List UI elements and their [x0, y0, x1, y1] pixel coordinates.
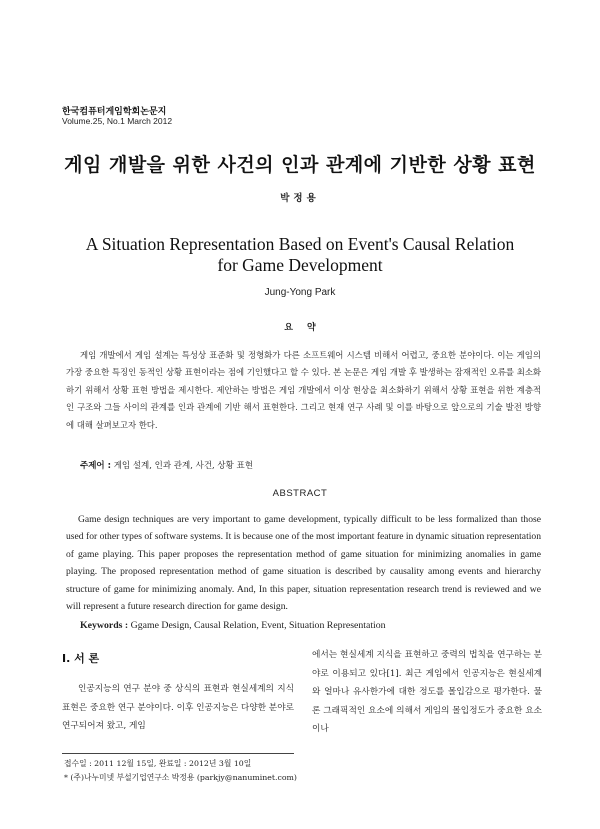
keywords-english	[80, 620, 386, 631]
author-korean: 박정용	[280, 193, 320, 204]
abstract-korean: 게임 개발에서 게임 설계는 특성상 표준화 및 정형화가 다른 소프트웨어 시스템 비해서 어렵고, 중요한 분야이다. 이는 게임의 가장 중요한 특징인 동적인 상황 표현이라는 점에 기인했다고 할 수 있다. 본 논문은 게임 개발 후 발생하는 잠재적인 오류를 최소화하기 위해서 상황 표현 방법을 제시한다. 제안하는 방법은 게임 개발에서 이상 현상을 최소화하기 위해서 상황 표현을 위한 계층적인 구조와 그들 사이의 관계를 인과 관계에 기반 해서 표현한다. 그리고 현재 연구 사례 및 이를 바탕으로 앞으로의 기술 발전 방향에 대해 살펴보고자 한다.	[66, 350, 541, 430]
footnote-dates: 접수일 : 2011 12월 15일, 완료일 : 2012년 3월 10일	[64, 759, 252, 768]
footnote-divider	[62, 753, 294, 754]
keywords-korean-label: 주제어 :	[80, 461, 111, 471]
keywords-english-text: Ggame Design, Causal Relation, Event, Situation Representation	[130, 620, 386, 631]
body-text-right-column: 에서는 현실세계 지식을 표현하고 중력의 법칙을 연구하는 분야로 이용되고 있다[1]. 최근 게임에서 인공지능은 현실세계와 얼마나 유사한가에 대한 정도를 몰입감으로 평가한다. 물론 그래픽적인 요소에 의해서 게임의 몰입정도가 중요한 요소이나	[312, 650, 542, 734]
footnote-author: * (주)나누미넷 부설기업연구소 박정용 (parkjy@nanuminet.com)	[64, 773, 297, 782]
title-en-line2: for Game Development	[217, 255, 383, 275]
keywords-korean	[80, 459, 253, 471]
abstract-english: Game design techniques are very important to game development, typically difficult to be less formalized than those used for other types of software systems. It is because one of the most important feature in dynamic situation representation of game playing. This paper proposes the representation method of game situation for minimizing anomalies in game playing. The proposed representation method of game situation is described by causality among events and hierarchy structure of game for minimizing anomaly. And, In this paper, situation representation research trend is reviewed and we will represent a future research direction for game design.	[66, 514, 541, 613]
author-english: Jung-Yong Park	[264, 287, 336, 298]
body-text-left-column: 인공지능의 연구 분야 중 상식의 표현과 현실세계의 지식표현은 중요한 연구 분야이다. 이후 인공지능은 다양한 분야로 연구되어져 왔고, 게임	[62, 684, 294, 731]
abstract-korean-heading: 요약	[284, 323, 330, 333]
paper-title-english	[80, 234, 520, 276]
paper-title-korean: 게임 개발을 위한 사건의 인과 관계에 기반한 상황 표현	[64, 154, 536, 176]
title-en-line1: A Situation Representation Based on Event's Causal Relation	[85, 234, 515, 254]
keywords-english-label: Keywords :	[80, 620, 129, 631]
section-heading-introduction: Ⅰ. 서 론	[62, 652, 100, 665]
abstract-english-heading: ABSTRACT	[272, 488, 328, 499]
keywords-korean-text: 게임 설계, 인과 관계, 사건, 상황 표현	[113, 461, 253, 471]
journal-name: 한국컴퓨터게임학회논문지	[62, 107, 167, 117]
journal-volume: Volume.25, No.1 March 2012	[62, 116, 173, 126]
